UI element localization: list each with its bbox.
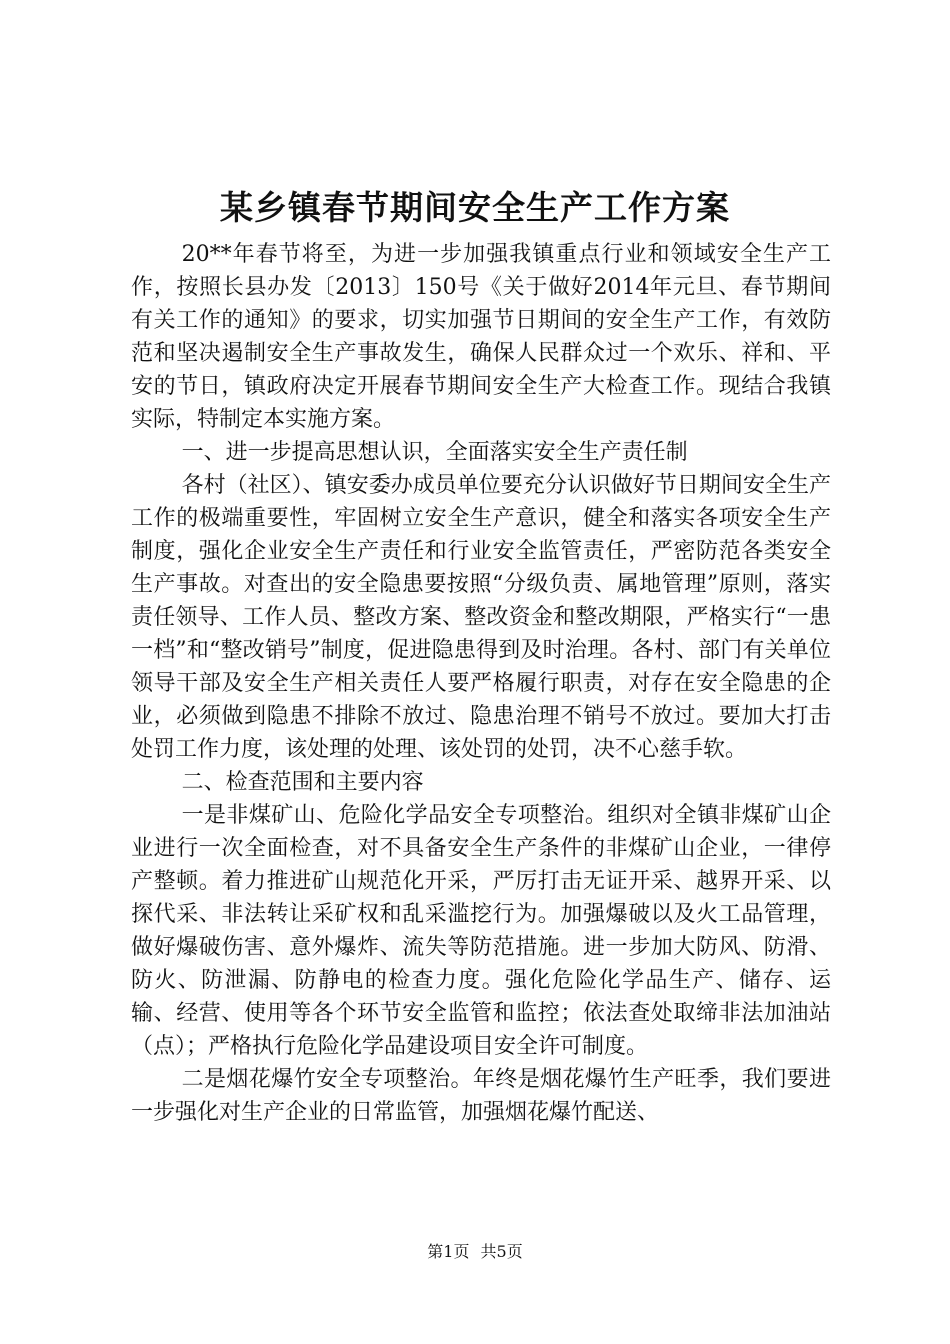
paragraph-item-1: 一是非煤矿山、危险化学品安全专项整治。组织对全镇非煤矿山企业进行一次全面检查，对不具备安全生产条件的非煤矿山企业，一律停产整顿。着力推进矿山规范化开采，严厉打击无证开采、越界开采、以探代采、非法转让采矿权和乱采滥挖行为。加强爆破以及火工品管理，做好爆破伤害、意外爆炸、流失等防范措施。进一步加大防风、防滑、防火、防泄漏、防静电的检查力度。强化危险化学品生产、储存、运输、经营、使用等各个环节安全监管和监控；依法查处取缔非法加油站（点）；严格执行危险化学品建设项目安全许可制度。	[131, 803, 831, 1059]
document-body	[131, 238, 831, 1129]
page-footer	[0, 1240, 950, 1264]
paragraph-section-1: 各村（社区）、镇安委办成员单位要充分认识做好节日期间安全生产工作的极端重要性，牢固树立安全生产意识，健全和落实各项安全生产制度，强化企业安全生产责任和行业安全监管责任，严密防范各类安全生产事故。对查出的安全隐患要按照“分级负责、属地管理”原则，落实责任领导、工作人员、整改方案、整改资金和整改期限，严格实行“一患一档”和“整改销号”制度，促进隐患得到及时治理。各村、部门有关单位领导干部及安全生产相关责任人要严格履行职责，对存在安全隐患的企业，必须做到隐患不排除不放过、隐患治理不销号不放过。要加大打击处罚工作力度，该处理的处理、该处罚的处罚，决不心慈手软。	[131, 473, 831, 762]
paragraph-intro: 20**年春节将至，为进一步加强我镇重点行业和领域安全生产工作，按照长县办发〔2013〕150号《关于做好2014年元旦、春节期间有关工作的通知》的要求，切实加强节日期间的安全生产工作，有效防范和坚决遏制安全生产事故发生，确保人民群众过一个欢乐、祥和、平安的节日，镇政府决定开展春节期间安全生产大检查工作。现结合我镇实际，特制定本实施方案。	[131, 242, 831, 432]
section-heading-1: 一、进一步提高思想认识，全面落实安全生产责任制	[181, 440, 688, 465]
page-total: 共5页	[480, 1242, 523, 1261]
paragraph-item-2: 二是烟花爆竹安全专项整治。年终是烟花爆竹生产旺季，我们要进一步强化对生产企业的日常监管，加强烟花爆竹配送、	[131, 1067, 831, 1125]
document-title: 某乡镇春节期间安全生产工作方案	[220, 188, 730, 227]
section-heading-2: 二、检查范围和主要内容	[181, 770, 424, 795]
page-number: 第1页	[427, 1242, 470, 1261]
